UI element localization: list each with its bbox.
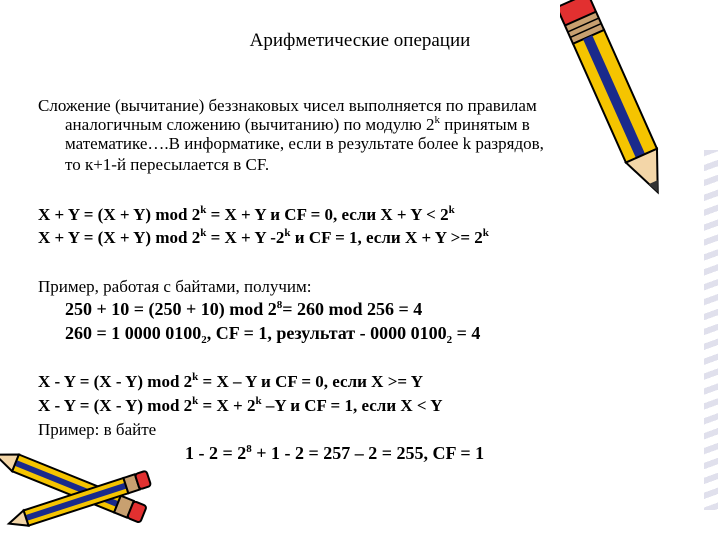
page-title: Арифметические операции — [249, 30, 471, 51]
decorative-ribbon — [704, 150, 718, 510]
intro-line-1: Сложение (вычитание) беззнаковых чисел выполняется по правилам — [38, 96, 537, 115]
sub-rule-2: X - Y = (X - Y) mod $2^k = X + 2^k$ –Y и CF = 1, если X < Y — [38, 395, 443, 415]
pencil-icon — [560, 0, 680, 210]
intro-line-2: аналогичным сложению (вычитанию) по модулю 2$^k$ принятым в — [65, 114, 530, 134]
example1-line-1: 250 + 10 = (250 + 10) mod $2^8= 260$ mod 256 = 4 — [65, 299, 423, 319]
intro-line-3: математике….В информатике, если в результате более k разрядов, — [65, 134, 544, 153]
example2-heading: Пример: в байте — [38, 420, 157, 439]
intro-line-4: то к+1-й пересылается в CF. — [65, 155, 270, 174]
pencils-icon — [0, 440, 160, 540]
sub-rule-1: X - Y = (X - Y) mod $2^k = X - Y$ и CF = 0, если X >= Y — [38, 371, 423, 391]
example1-heading: Пример, работая с байтами, получим: — [38, 277, 312, 296]
add-rule-1: X + Y = (X + Y) mod $2^k = X + Y$ и CF = 0, если $X + Y < 2^k$ — [38, 204, 455, 224]
add-rule-2: X + Y = (X + Y) mod $2^k = X + Y$ -2$^k$ и CF = 1, если $X + Y >= 2^k$ — [38, 227, 489, 247]
example2-line: $1 - 2 = 2^8 + 1 - 2 = 257 - 2 = 255$, CF = 1 — [185, 443, 485, 463]
example1-line-2: 260 = 1 0000 $0100_2$, CF = 1, результат - 0000 $0100_2 = 4$ — [65, 323, 481, 346]
